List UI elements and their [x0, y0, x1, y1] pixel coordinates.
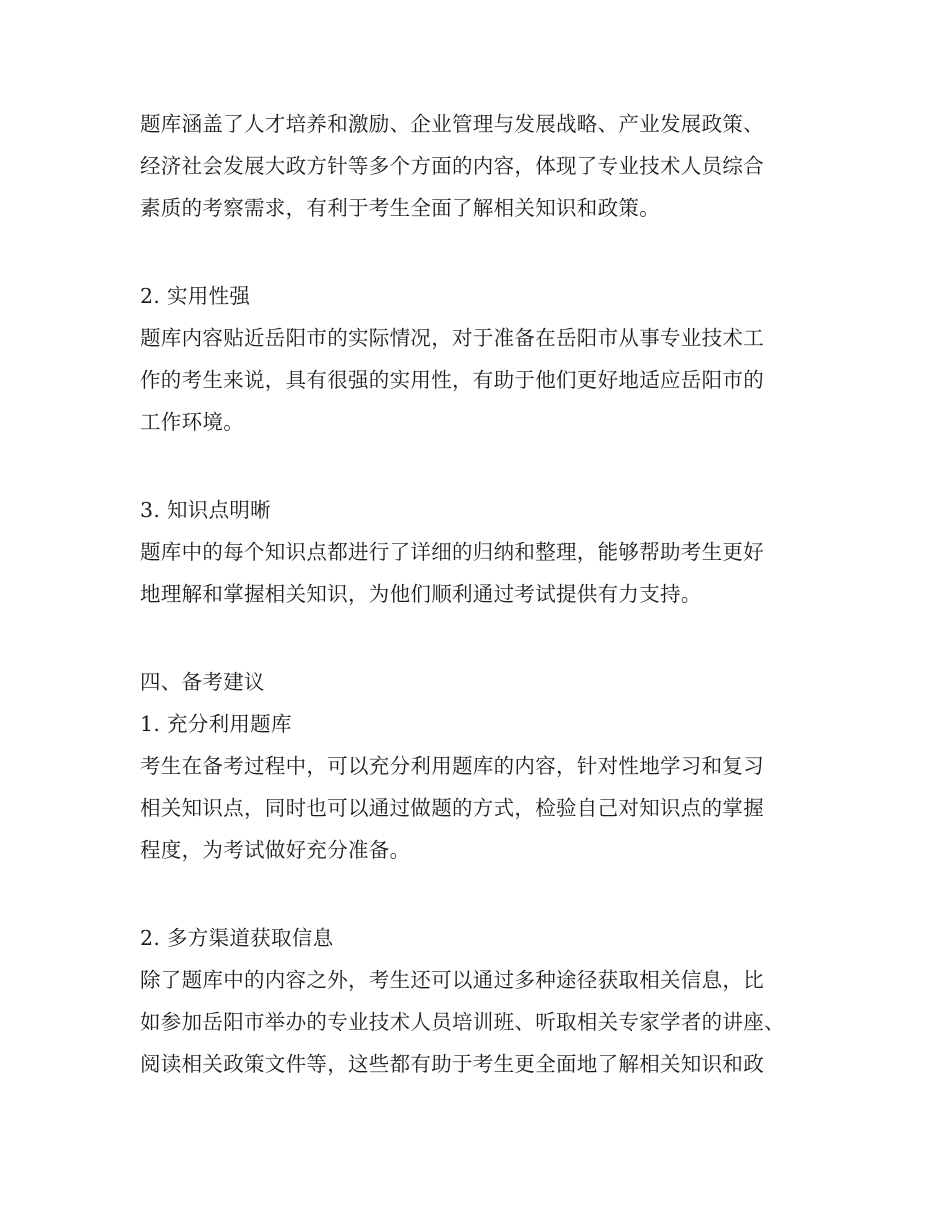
- paragraph-line: 考生在备考过程中，可以充分利用题库的内容，针对性地学习和复习: [140, 754, 764, 778]
- section-heading: 2. 多方渠道获取信息: [140, 926, 334, 950]
- paragraph-line: 经济社会发展大政方针等多个方面的内容，体现了专业技术人员综合: [140, 154, 764, 178]
- section-heading: 1. 充分利用题库: [140, 712, 292, 736]
- paragraph-line: 相关知识点，同时也可以通过做题的方式，检验自己对知识点的掌握: [140, 796, 764, 820]
- paragraph-line: 程度，为考试做好充分准备。: [140, 838, 411, 862]
- chapter-heading: 四、备考建议: [140, 670, 265, 694]
- paragraph-line: 题库中的每个知识点都进行了详细的归纳和整理，能够帮助考生更好: [140, 540, 764, 564]
- paragraph-line: 如参加岳阳市举办的专业技术人员培训班、听取相关专家学者的讲座、: [140, 1010, 785, 1034]
- paragraph-line: 素质的考察需求，有利于考生全面了解相关知识和政策。: [140, 196, 660, 220]
- section-heading: 2. 实用性强: [140, 284, 251, 308]
- paragraph-line: 除了题库中的内容之外，考生还可以通过多种途径获取相关信息，比: [140, 968, 764, 992]
- paragraph-line: 工作环境。: [140, 410, 244, 434]
- paragraph-line: 题库涵盖了人才培养和激励、企业管理与发展战略、产业发展政策、: [140, 112, 764, 136]
- paragraph-line: 作的考生来说，具有很强的实用性，有助于他们更好地适应岳阳市的: [140, 368, 764, 392]
- paragraph-line: 阅读相关政策文件等，这些都有助于考生更全面地了解相关知识和政: [140, 1052, 764, 1076]
- paragraph-line: 题库内容贴近岳阳市的实际情况，对于准备在岳阳市从事专业技术工: [140, 326, 764, 350]
- paragraph-line: 地理解和掌握相关知识，为他们顺利通过考试提供有力支持。: [140, 582, 702, 606]
- section-heading: 3. 知识点明晰: [140, 498, 271, 522]
